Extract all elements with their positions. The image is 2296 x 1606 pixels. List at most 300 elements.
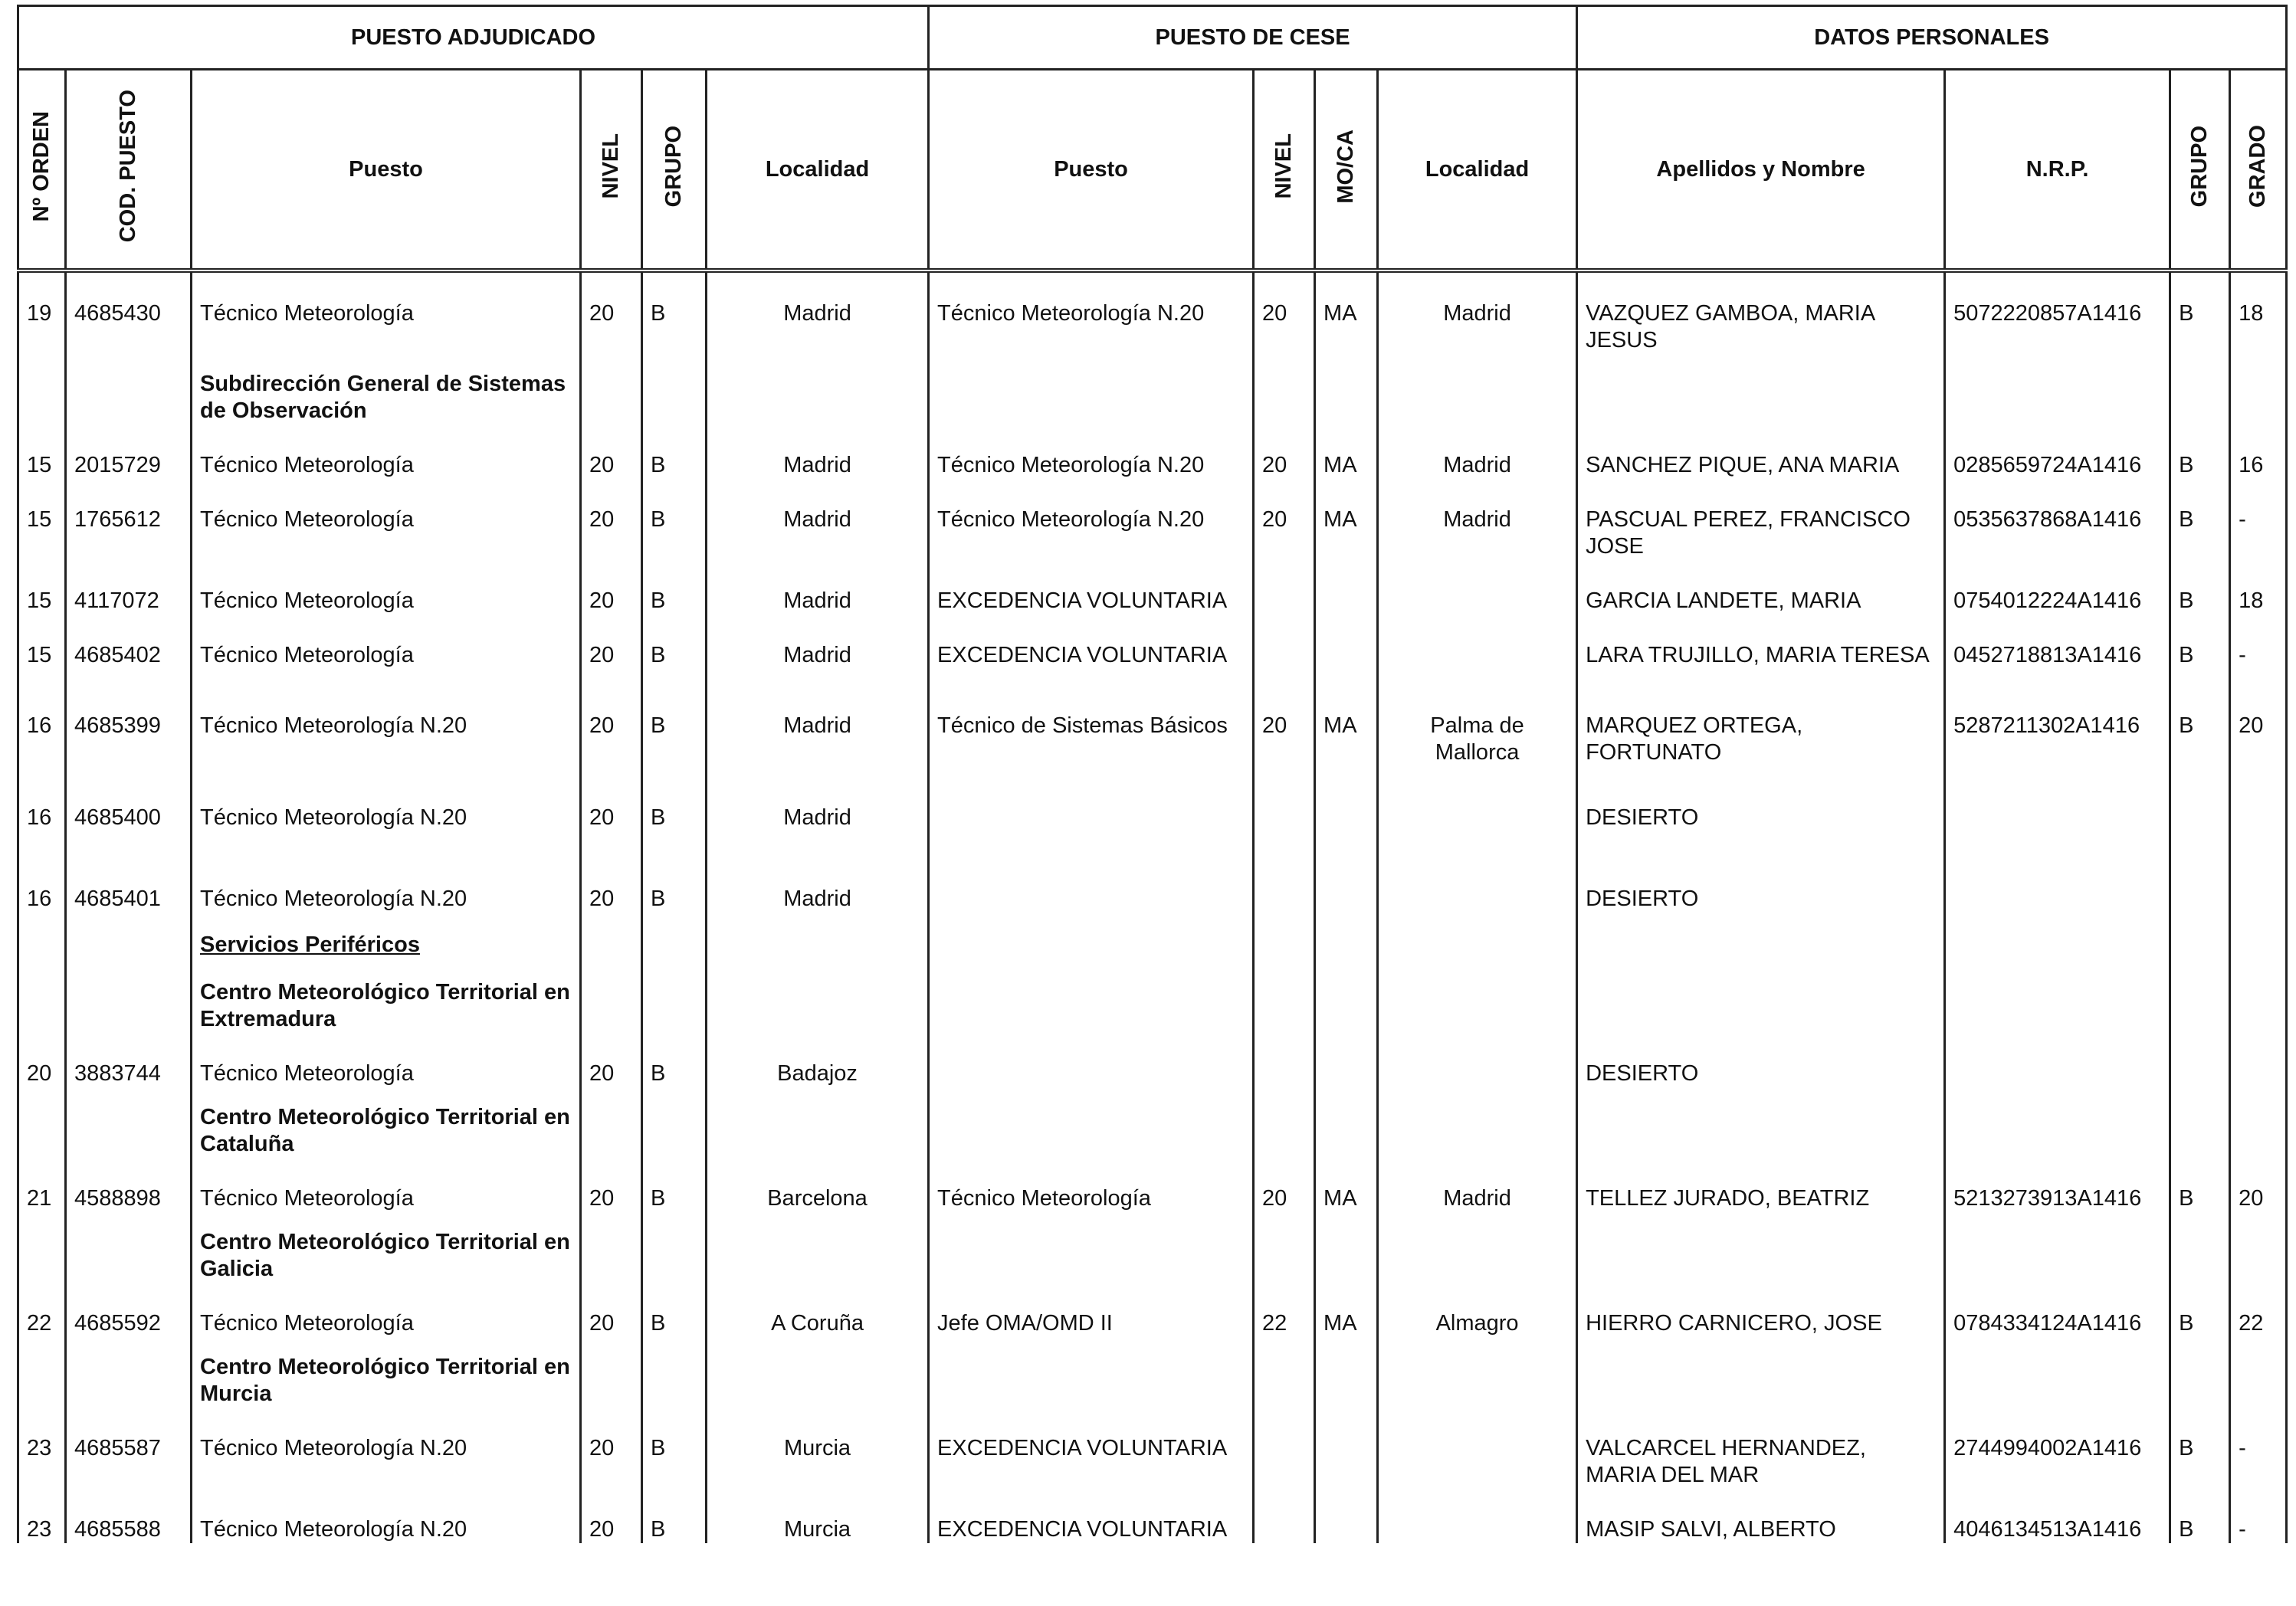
cell-p-grado [2230, 1033, 2287, 1087]
cell-grupo: B [642, 1033, 707, 1087]
cell-puesto: Técnico Meteorología N.20 [192, 777, 581, 858]
section-heading: Centro Meteorológico Territorial en Cataluña [192, 1087, 581, 1158]
cell-cod: 4685430 [66, 270, 192, 354]
section-heading-row [18, 354, 2287, 424]
cell-orden: 16 [18, 777, 66, 858]
cell-puesto: Técnico Meteorología [192, 615, 581, 685]
cell-cese-puesto: EXCEDENCIA VOLUNTARIA [929, 1408, 1254, 1489]
empty-cell [581, 1087, 642, 1158]
cell-cod: 4685400 [66, 777, 192, 858]
empty-cell [1577, 962, 1945, 1033]
cell-orden: 15 [18, 479, 66, 560]
empty-cell [642, 915, 707, 962]
empty-cell [642, 1337, 707, 1408]
cell-nombre: HIERRO CARNICERO, JOSE [1577, 1283, 1945, 1337]
cell-cese-nivel [1254, 858, 1315, 915]
cell-grupo: B [642, 424, 707, 479]
table-row [18, 685, 2287, 777]
cell-nivel: 20 [581, 424, 642, 479]
empty-cell [1577, 1337, 1945, 1408]
section-heading-row [18, 1212, 2287, 1283]
table-row [18, 560, 2287, 615]
cell-cese-localidad [1378, 615, 1577, 685]
empty-cell [2170, 354, 2230, 424]
empty-cell [1577, 1087, 1945, 1158]
cell-cese-nivel [1254, 1033, 1315, 1087]
cell-grupo: B [642, 615, 707, 685]
cell-nrp: 0285659724A1416 [1945, 424, 2170, 479]
cell-cese-moca: MA [1315, 479, 1378, 560]
cell-nombre: LARA TRUJILLO, MARIA TERESA [1577, 615, 1945, 685]
section-heading-row [18, 1087, 2287, 1158]
cell-localidad: Murcia [707, 1489, 929, 1543]
empty-cell [929, 1212, 1254, 1283]
cell-cod: 4685592 [66, 1283, 192, 1337]
cell-p-grupo: B [2170, 1408, 2230, 1489]
empty-cell [1378, 915, 1577, 962]
cell-puesto: Técnico Meteorología N.20 [192, 858, 581, 915]
cell-cod: 1765612 [66, 479, 192, 560]
empty-cell [1254, 1337, 1315, 1408]
empty-cell [581, 1212, 642, 1283]
empty-cell [66, 1337, 192, 1408]
cell-puesto: Técnico Meteorología [192, 270, 581, 354]
cell-p-grado [2230, 777, 2287, 858]
cell-localidad: Madrid [707, 685, 929, 777]
cell-nivel: 20 [581, 1283, 642, 1337]
cell-nombre: GARCIA LANDETE, MARIA [1577, 560, 1945, 615]
cell-puesto: Técnico Meteorología N.20 [192, 685, 581, 777]
empty-cell [66, 354, 192, 424]
empty-cell [929, 354, 1254, 424]
cell-cese-nivel: 22 [1254, 1283, 1315, 1337]
empty-cell [1945, 962, 2170, 1033]
empty-cell [1254, 1087, 1315, 1158]
cell-cese-moca [1315, 1033, 1378, 1087]
empty-cell [642, 1212, 707, 1283]
cell-localidad: Madrid [707, 615, 929, 685]
cell-puesto: Técnico Meteorología N.20 [192, 1408, 581, 1489]
cell-p-grado: 16 [2230, 424, 2287, 479]
cell-cod: 4685401 [66, 858, 192, 915]
cell-nivel: 20 [581, 1408, 642, 1489]
cell-nombre: TELLEZ JURADO, BEATRIZ [1577, 1158, 1945, 1212]
cell-localidad: Madrid [707, 777, 929, 858]
empty-cell [707, 1337, 929, 1408]
group-header-row [18, 6, 2287, 70]
cell-p-grupo: B [2170, 424, 2230, 479]
section-heading: Centro Meteorológico Territorial en Murcia [192, 1337, 581, 1408]
cell-orden: 19 [18, 270, 66, 354]
cell-cese-moca [1315, 1489, 1378, 1543]
cell-nrp: 0535637868A1416 [1945, 479, 2170, 560]
cell-cese-puesto: EXCEDENCIA VOLUNTARIA [929, 615, 1254, 685]
table-row [18, 424, 2287, 479]
cell-grupo: B [642, 560, 707, 615]
cell-orden: 15 [18, 615, 66, 685]
cell-localidad: Barcelona [707, 1158, 929, 1212]
cell-nrp [1945, 777, 2170, 858]
empty-cell [929, 1337, 1254, 1408]
cell-nrp [1945, 1033, 2170, 1087]
cell-cese-localidad [1378, 777, 1577, 858]
cell-cese-nivel [1254, 615, 1315, 685]
cell-nivel: 20 [581, 1489, 642, 1543]
cell-cese-moca: MA [1315, 270, 1378, 354]
cell-orden: 16 [18, 685, 66, 777]
assignment-table [17, 5, 2288, 1543]
cell-cese-moca [1315, 560, 1378, 615]
cell-p-grado: 18 [2230, 270, 2287, 354]
empty-cell [2170, 915, 2230, 962]
cell-cese-puesto: EXCEDENCIA VOLUNTARIA [929, 560, 1254, 615]
cell-cese-localidad [1378, 1408, 1577, 1489]
cell-cese-puesto: Técnico Meteorología N.20 [929, 270, 1254, 354]
cell-nrp: 5072220857A1416 [1945, 270, 2170, 354]
table-row [18, 270, 2287, 354]
group-datos-personales: DATOS PERSONALES [1577, 6, 2287, 70]
cell-localidad: Madrid [707, 560, 929, 615]
table-row [18, 777, 2287, 858]
cell-localidad: Madrid [707, 270, 929, 354]
empty-cell [18, 1337, 66, 1408]
cell-cese-nivel [1254, 1408, 1315, 1489]
empty-cell [2230, 915, 2287, 962]
cell-p-grado: - [2230, 479, 2287, 560]
col-nombre: Apellidos y Nombre [1577, 70, 1945, 271]
empty-cell [929, 915, 1254, 962]
cell-p-grado: 20 [2230, 685, 2287, 777]
empty-cell [66, 1212, 192, 1283]
cell-cese-nivel [1254, 560, 1315, 615]
table-row [18, 858, 2287, 915]
cell-nrp: 4046134513A1416 [1945, 1489, 2170, 1543]
cell-cese-moca: MA [1315, 424, 1378, 479]
cell-orden: 23 [18, 1408, 66, 1489]
empty-cell [707, 915, 929, 962]
empty-cell [1378, 354, 1577, 424]
table-row [18, 1283, 2287, 1337]
cell-p-grupo: B [2170, 479, 2230, 560]
cell-cese-moca [1315, 777, 1378, 858]
cell-p-grado: - [2230, 615, 2287, 685]
section-heading: Servicios Periféricos [192, 915, 581, 962]
cell-localidad: Madrid [707, 424, 929, 479]
cell-localidad: Madrid [707, 479, 929, 560]
cell-orden: 21 [18, 1158, 66, 1212]
cell-nombre: VALCARCEL HERNANDEZ, MARIA DEL MAR [1577, 1408, 1945, 1489]
empty-cell [707, 1087, 929, 1158]
cell-nivel: 20 [581, 685, 642, 777]
empty-cell [18, 915, 66, 962]
empty-cell [1577, 354, 1945, 424]
cell-cese-nivel: 20 [1254, 270, 1315, 354]
table-row [18, 1033, 2287, 1087]
cell-cese-localidad: Madrid [1378, 479, 1577, 560]
col-p-grado: GRADO [2230, 70, 2287, 271]
empty-cell [1254, 915, 1315, 962]
cell-p-grado: 20 [2230, 1158, 2287, 1212]
cell-p-grupo: B [2170, 1283, 2230, 1337]
empty-cell [1254, 354, 1315, 424]
cell-nrp: 2744994002A1416 [1945, 1408, 2170, 1489]
cell-orden: 16 [18, 858, 66, 915]
empty-cell [1378, 962, 1577, 1033]
cell-cese-puesto: Técnico Meteorología [929, 1158, 1254, 1212]
empty-cell [66, 915, 192, 962]
empty-cell [1315, 1337, 1378, 1408]
empty-cell [1945, 354, 2170, 424]
cell-cese-localidad: Madrid [1378, 270, 1577, 354]
cell-p-grupo: B [2170, 615, 2230, 685]
cell-cod: 3883744 [66, 1033, 192, 1087]
cell-cese-moca [1315, 1408, 1378, 1489]
empty-cell [929, 1087, 1254, 1158]
cell-grupo: B [642, 685, 707, 777]
col-p-grupo: GRUPO [2170, 70, 2230, 271]
cell-nrp: 0784334124A1416 [1945, 1283, 2170, 1337]
cell-nrp [1945, 858, 2170, 915]
cell-nivel: 20 [581, 615, 642, 685]
table-row [18, 1158, 2287, 1212]
cell-cese-moca [1315, 615, 1378, 685]
cell-cese-moca: MA [1315, 1283, 1378, 1337]
cell-puesto: Técnico Meteorología [192, 560, 581, 615]
table-row [18, 1489, 2287, 1543]
cell-orden: 22 [18, 1283, 66, 1337]
empty-cell [642, 962, 707, 1033]
col-localidad: Localidad [707, 70, 929, 271]
col-cese-moca: MO/CA [1315, 70, 1378, 271]
cell-localidad: Murcia [707, 1408, 929, 1489]
cell-cese-puesto [929, 1033, 1254, 1087]
cell-grupo: B [642, 1408, 707, 1489]
empty-cell [707, 354, 929, 424]
empty-cell [707, 962, 929, 1033]
cell-cese-moca [1315, 858, 1378, 915]
col-cese-puesto: Puesto [929, 70, 1254, 271]
empty-cell [1378, 1212, 1577, 1283]
cell-localidad: Badajoz [707, 1033, 929, 1087]
col-cod-puesto: COD. PUESTO [66, 70, 192, 271]
empty-cell [929, 962, 1254, 1033]
cell-localidad: A Coruña [707, 1283, 929, 1337]
cell-nombre: MASIP SALVI, ALBERTO [1577, 1489, 1945, 1543]
empty-cell [581, 915, 642, 962]
empty-cell [1945, 915, 2170, 962]
cell-cese-nivel [1254, 1489, 1315, 1543]
empty-cell [1315, 915, 1378, 962]
empty-cell [18, 354, 66, 424]
cell-p-grupo [2170, 858, 2230, 915]
col-nrp: N.R.P. [1945, 70, 2170, 271]
cell-puesto: Técnico Meteorología [192, 479, 581, 560]
cell-p-grado: - [2230, 1408, 2287, 1489]
section-heading-row [18, 962, 2287, 1033]
empty-cell [2230, 1212, 2287, 1283]
cell-cese-nivel: 20 [1254, 479, 1315, 560]
cell-nivel: 20 [581, 1033, 642, 1087]
cell-p-grupo: B [2170, 270, 2230, 354]
empty-cell [2230, 1087, 2287, 1158]
cell-nombre: DESIERTO [1577, 1033, 1945, 1087]
cell-puesto: Técnico Meteorología [192, 1283, 581, 1337]
cell-orden: 15 [18, 560, 66, 615]
cell-cese-puesto: EXCEDENCIA VOLUNTARIA [929, 1489, 1254, 1543]
cell-cese-localidad [1378, 858, 1577, 915]
empty-cell [1315, 354, 1378, 424]
cell-nivel: 20 [581, 560, 642, 615]
cell-grupo: B [642, 1158, 707, 1212]
empty-cell [1254, 1212, 1315, 1283]
cell-nombre: DESIERTO [1577, 858, 1945, 915]
cell-cese-localidad: Madrid [1378, 424, 1577, 479]
cell-nrp: 0452718813A1416 [1945, 615, 2170, 685]
cell-cese-localidad: Palma de Mallorca [1378, 685, 1577, 777]
empty-cell [1254, 962, 1315, 1033]
empty-cell [66, 1087, 192, 1158]
cell-cod: 4685399 [66, 685, 192, 777]
empty-cell [1945, 1337, 2170, 1408]
cell-nrp: 5213273913A1416 [1945, 1158, 2170, 1212]
cell-cese-moca: MA [1315, 685, 1378, 777]
cell-nombre: SANCHEZ PIQUE, ANA MARIA [1577, 424, 1945, 479]
col-nivel: NIVEL [581, 70, 642, 271]
cell-cese-moca: MA [1315, 1158, 1378, 1212]
cell-cod: 2015729 [66, 424, 192, 479]
cell-cese-puesto: Técnico Meteorología N.20 [929, 424, 1254, 479]
table-row [18, 1408, 2287, 1489]
empty-cell [66, 962, 192, 1033]
cell-grupo: B [642, 479, 707, 560]
col-cese-nivel: NIVEL [1254, 70, 1315, 271]
cell-cese-nivel: 20 [1254, 424, 1315, 479]
cell-p-grado: 18 [2230, 560, 2287, 615]
cell-cese-localidad [1378, 1033, 1577, 1087]
cell-cod: 4588898 [66, 1158, 192, 1212]
cell-cese-localidad: Madrid [1378, 1158, 1577, 1212]
cell-cese-puesto [929, 777, 1254, 858]
cell-cod: 4685588 [66, 1489, 192, 1543]
cell-grupo: B [642, 777, 707, 858]
table-body [18, 270, 2287, 1543]
section-heading: Centro Meteorológico Territorial en Galicia [192, 1212, 581, 1283]
empty-cell [1577, 1212, 1945, 1283]
cell-puesto: Técnico Meteorología [192, 424, 581, 479]
cell-orden: 20 [18, 1033, 66, 1087]
empty-cell [1945, 1212, 2170, 1283]
cell-p-grupo: B [2170, 685, 2230, 777]
empty-cell [581, 1337, 642, 1408]
cell-grupo: B [642, 1489, 707, 1543]
cell-grupo: B [642, 858, 707, 915]
cell-nrp: 0754012224A1416 [1945, 560, 2170, 615]
empty-cell [2170, 962, 2230, 1033]
empty-cell [642, 354, 707, 424]
cell-nivel: 20 [581, 858, 642, 915]
empty-cell [1378, 1087, 1577, 1158]
cell-cod: 4685402 [66, 615, 192, 685]
empty-cell [1577, 915, 1945, 962]
empty-cell [1315, 1087, 1378, 1158]
empty-cell [18, 1212, 66, 1283]
col-grupo: GRUPO [642, 70, 707, 271]
document-page [17, 5, 2285, 1601]
cell-nombre: VAZQUEZ GAMBOA, MARIA JESUS [1577, 270, 1945, 354]
empty-cell [1315, 1212, 1378, 1283]
cell-cod: 4117072 [66, 560, 192, 615]
cell-nombre: MARQUEZ ORTEGA, FORTUNATO [1577, 685, 1945, 777]
empty-cell [1945, 1087, 2170, 1158]
empty-cell [2230, 1337, 2287, 1408]
cell-p-grado [2230, 858, 2287, 915]
cell-orden: 15 [18, 424, 66, 479]
empty-cell [707, 1212, 929, 1283]
cell-nivel: 20 [581, 479, 642, 560]
cell-cese-puesto [929, 858, 1254, 915]
cell-grupo: B [642, 1283, 707, 1337]
cell-puesto: Técnico Meteorología [192, 1158, 581, 1212]
cell-localidad: Madrid [707, 858, 929, 915]
empty-cell [1315, 962, 1378, 1033]
empty-cell [581, 354, 642, 424]
table-row [18, 615, 2287, 685]
cell-cese-puesto: Técnico Meteorología N.20 [929, 479, 1254, 560]
empty-cell [18, 1087, 66, 1158]
empty-cell [642, 1087, 707, 1158]
section-heading-row [18, 1337, 2287, 1408]
cell-cese-puesto: Técnico de Sistemas Básicos [929, 685, 1254, 777]
column-header-row [18, 70, 2287, 271]
cell-cese-nivel: 20 [1254, 685, 1315, 777]
cell-p-grupo: B [2170, 560, 2230, 615]
cell-p-grupo: B [2170, 1489, 2230, 1543]
cell-nivel: 20 [581, 1158, 642, 1212]
cell-puesto: Técnico Meteorología [192, 1033, 581, 1087]
cell-nombre: PASCUAL PEREZ, FRANCISCO JOSE [1577, 479, 1945, 560]
group-puesto-cese: PUESTO DE CESE [929, 6, 1577, 70]
cell-grupo: B [642, 270, 707, 354]
empty-cell [2170, 1087, 2230, 1158]
cell-nivel: 20 [581, 777, 642, 858]
empty-cell [2230, 962, 2287, 1033]
empty-cell [1378, 1337, 1577, 1408]
cell-p-grupo: B [2170, 1158, 2230, 1212]
empty-cell [581, 962, 642, 1033]
section-heading: Centro Meteorológico Territorial en Extremadura [192, 962, 581, 1033]
cell-p-grupo [2170, 1033, 2230, 1087]
cell-orden: 23 [18, 1489, 66, 1543]
table-row [18, 479, 2287, 560]
cell-nombre: DESIERTO [1577, 777, 1945, 858]
section-heading-row [18, 915, 2287, 962]
col-puesto: Puesto [192, 70, 581, 271]
cell-cese-nivel: 20 [1254, 1158, 1315, 1212]
empty-cell [18, 962, 66, 1033]
col-orden: Nº ORDEN [18, 70, 66, 271]
cell-cese-localidad [1378, 560, 1577, 615]
cell-nivel: 20 [581, 270, 642, 354]
cell-p-grado: 22 [2230, 1283, 2287, 1337]
cell-cod: 4685587 [66, 1408, 192, 1489]
cell-nrp: 5287211302A1416 [1945, 685, 2170, 777]
cell-cese-nivel [1254, 777, 1315, 858]
cell-p-grado: - [2230, 1489, 2287, 1543]
empty-cell [2230, 354, 2287, 424]
empty-cell [2170, 1337, 2230, 1408]
cell-p-grupo [2170, 777, 2230, 858]
cell-puesto: Técnico Meteorología N.20 [192, 1489, 581, 1543]
